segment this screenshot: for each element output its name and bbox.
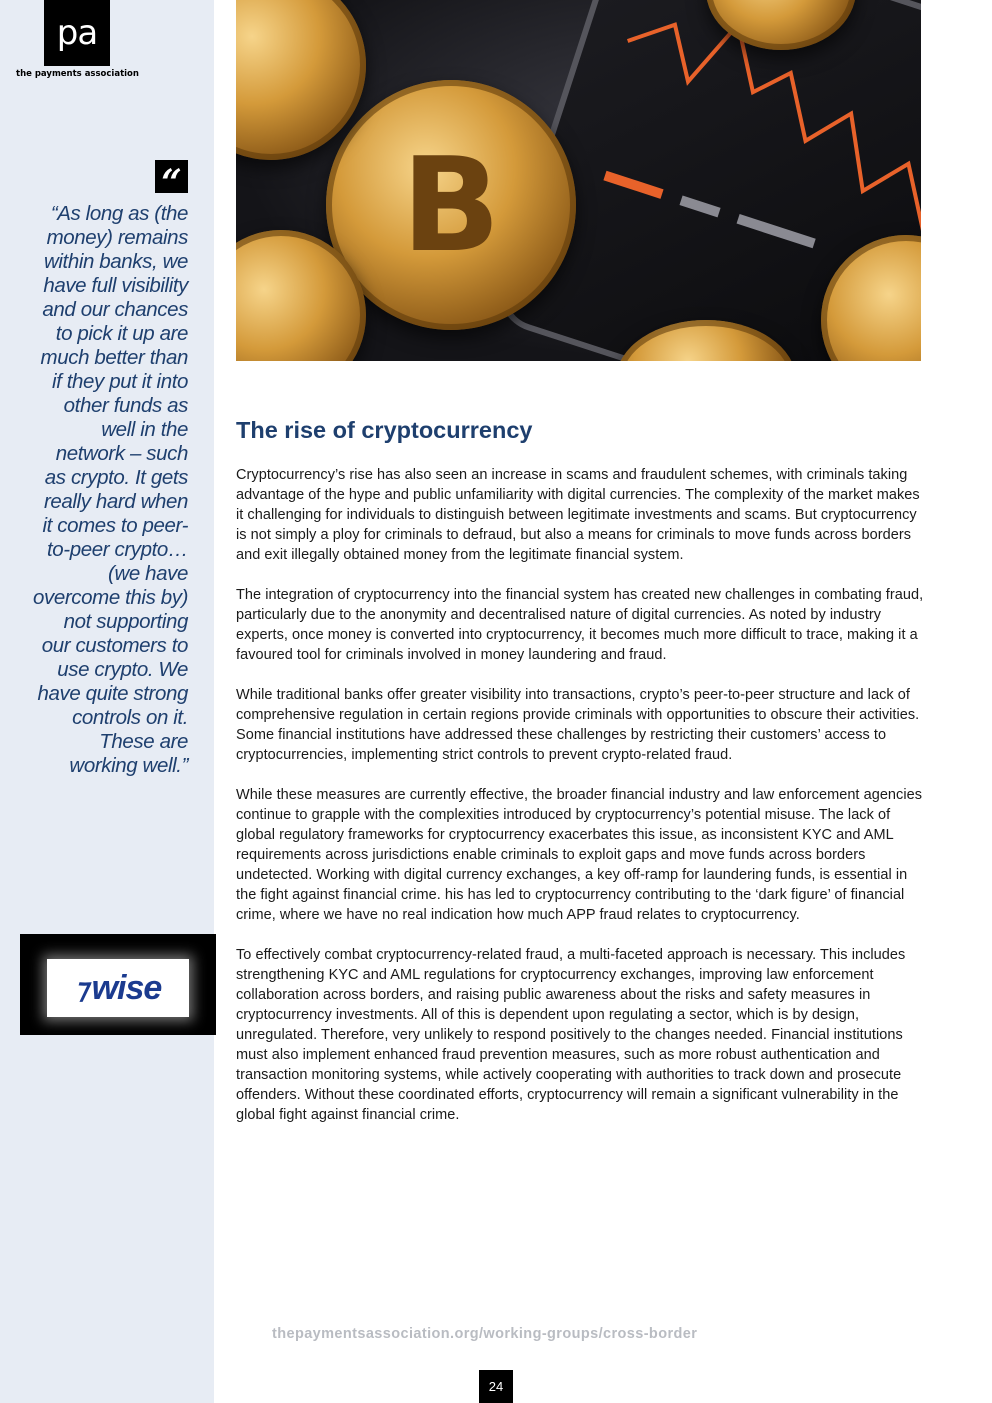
pull-quote: “As long as (the money) remains within banks, we have full visibility and our chances to pick it up are much better than if they put it into other funds as well in the network – such as crypto. It gets really hard when it comes to peer-to-peer crypto…(we have overcome this by) not supporting our customers to use crypto. We have quite strong controls on it. These are working well.” bbox=[33, 202, 188, 777]
wise-logo-text: wise bbox=[91, 968, 162, 1007]
article-body bbox=[236, 465, 926, 1145]
hero-image bbox=[236, 0, 921, 361]
coin-symbol: B bbox=[401, 129, 501, 281]
paragraph-4: While these measures are currently effective, the broader financial industry and law enforcement agencies continue to grapple with the complexities introduced by cryptocurrency’s potential misuse. The lack of global regulatory frameworks for cryptocurrency exacerbates this issue, as inconsistent KYC and AML requirements across jurisdictions enable criminals to exploit gaps and move funds across borders undetected. Working with digital currency exchanges, a key off-ramp for laundering funds, is essential in the fight against financial crime. his has led to cryptocurrency contributing to the ‘dark figure’ of financial crime, where we have no real indication how much APP fraud relates to cryptocurrency. bbox=[236, 787, 923, 923]
pa-logo bbox=[44, 0, 110, 66]
paragraph-1: Cryptocurrency’s rise has also seen an increase in scams and fraudulent schemes, with criminals taking advantage of the hype and public unfamiliarity with digital currencies. The complexity of the market makes it challenging for individuals to distinguish between legitimate investments and scams. But cryptocurrency is not simply a ploy for criminals to defraud, but also a means for criminals to move funds across borders and exit illegally obtained money from the legitimate financial system. bbox=[236, 467, 920, 563]
sidebar bbox=[0, 0, 214, 1403]
footer-url-link[interactable]: thepaymentsassociation.org/working-groups/cross-border bbox=[272, 1326, 698, 1342]
logo-mark: pa bbox=[56, 13, 98, 53]
bitcoin-coin-large-icon bbox=[326, 80, 576, 330]
paragraph-5: To effectively combat cryptocurrency-related fraud, a multi-faceted approach is necessary. This includes strengthening KYC and AML regulations for cryptocurrency exchanges, improving law enforcement collaboration across borders, and raising public awareness about the risks and safety measures in cryptocurrency investments. All of this is dependent upon regulating a sector, which is by design, unregulated. Therefore, very unlikely to respond positively to the changes needed. Financial institutions must also implement enhanced fraud prevention measures, such as more robust authentication and transaction monitoring systems, while actively cooperating with authorities to track down and prosecute offenders. Without these coordinated efforts, cryptocurrency will remain a significant vulnerability in the global fight against financial crime. bbox=[236, 947, 906, 1123]
sponsor-logo-box bbox=[20, 934, 216, 1035]
article-heading: The rise of cryptocurrency bbox=[236, 417, 533, 443]
wise-flag-icon: ⁊ bbox=[74, 972, 88, 1004]
logo-name: the payments association bbox=[16, 69, 139, 79]
paragraph-3: While traditional banks offer greater visibility into transactions, crypto’s peer-to-peer structure and lack of comprehensive regulation in certain regions provide criminals with opportunities to obscure their activities. Some financial institutions have addressed these challenges by restricting their customers’ access to cryptocurrencies, implementing strict controls to prevent crypto-related fraud. bbox=[236, 687, 920, 763]
quote-mark-icon: “ bbox=[155, 160, 188, 193]
paragraph-2: The integration of cryptocurrency into the financial system has created new challenges in combating fraud, particularly due to the anonymity and decentralised nature of digital currencies. As noted by industry experts, once money is converted into cryptocurrency, it becomes much more difficult to trace, making it a favoured tool for criminals involved in money laundering and fraud. bbox=[236, 587, 924, 663]
wise-logo bbox=[47, 959, 189, 1017]
page-number: 24 bbox=[479, 1370, 513, 1403]
